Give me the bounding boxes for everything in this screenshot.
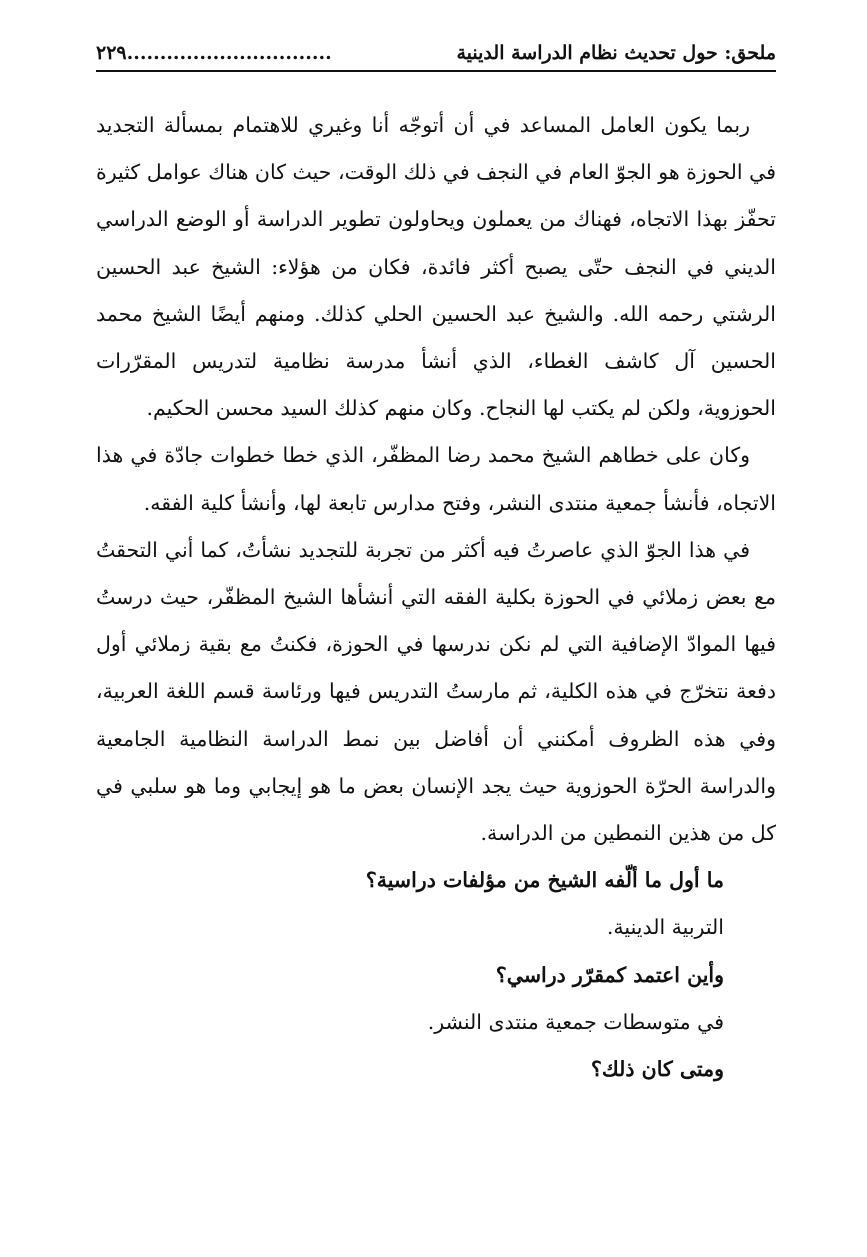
body-text [96,102,776,857]
qa-block [96,857,776,1093]
interview-question: وأين اعتمد كمقرّر دراسي؟ [495,962,724,987]
paragraph: ربما يكون العامل المساعد في أن أتوجّه أنا وغيري للاهتمام بمسألة التجديد في الحوزة هو الجوّ العام في النجف في ذلك الوقت، حيث كان هناك عوامل كثيرة تحفّز بهذا الاتجاه، فهناك من يعملون ويحاولون تطوير الدراسة أو الوضع الدراسي الديني في النجف حتّى يصبح أكثر فائدة، فكان من هؤلاء: الشيخ عبد الحسين الرشتي رحمه الله. والشيخ عبد الحسين الحلي كذلك. ومنهم أيضًا الشيخ محمد الحسين آل كاشف الغطاء، الذي أنشأ مدرسة نظامية لتدريس المقرّرات الحوزوية، ولكن لم يكتب لها النجاح. وكان منهم كذلك السيد محسن الحكيم. [96,113,776,421]
book-page [96,30,776,1093]
interview-answer: التربية الدينية. [606,915,724,940]
running-header [96,30,776,72]
interview-question: ومتى كان ذلك؟ [590,1057,724,1082]
paragraph: في هذا الجوّ الذي عاصرتُ فيه أكثر من تجربة للتجديد نشأتُ، كما أني التحقتُ مع بعض زملائي في الحوزة بكلية الفقه التي أنشأها الشيخ المظفّر، حيث درستُ فيها الموادّ الإضافية التي لم نكن ندرسها في الحوزة، فكنتُ مع بقية زملائي أول دفعة نتخرّج في هذه الكلية، ثم مارستُ التدريس فيها ورئاسة قسم اللغة العربية، وفي هذه الظروف أمكنني أن أفاضل بين نمط الدراسة النظامية الجامعية والدراسة الحرّة الحوزوية حيث يجد الإنسان بعض ما هو إيجابي وما هو سلبي في كل من هذين النمطين من الدراسة. [96,537,776,846]
page-number: ...............................٢٢٩ [96,42,332,64]
header-title: ملحق: حول تحديث نظام الدراسة الدينية [456,42,776,64]
paragraph: وكان على خطاهم الشيخ محمد رضا المظفّر، الذي خطا خطوات جادّة في هذا الاتجاه، فأنشأ جمعية منتدى النشر، وفتح مدارس تابعة لها، وأنشأ كلية الفقه. [96,443,776,515]
interview-question: ما أول ما ألّفه الشيخ من مؤلفات دراسية؟ [365,868,724,893]
interview-answer: في متوسطات جمعية منتدى النشر. [427,1009,724,1034]
